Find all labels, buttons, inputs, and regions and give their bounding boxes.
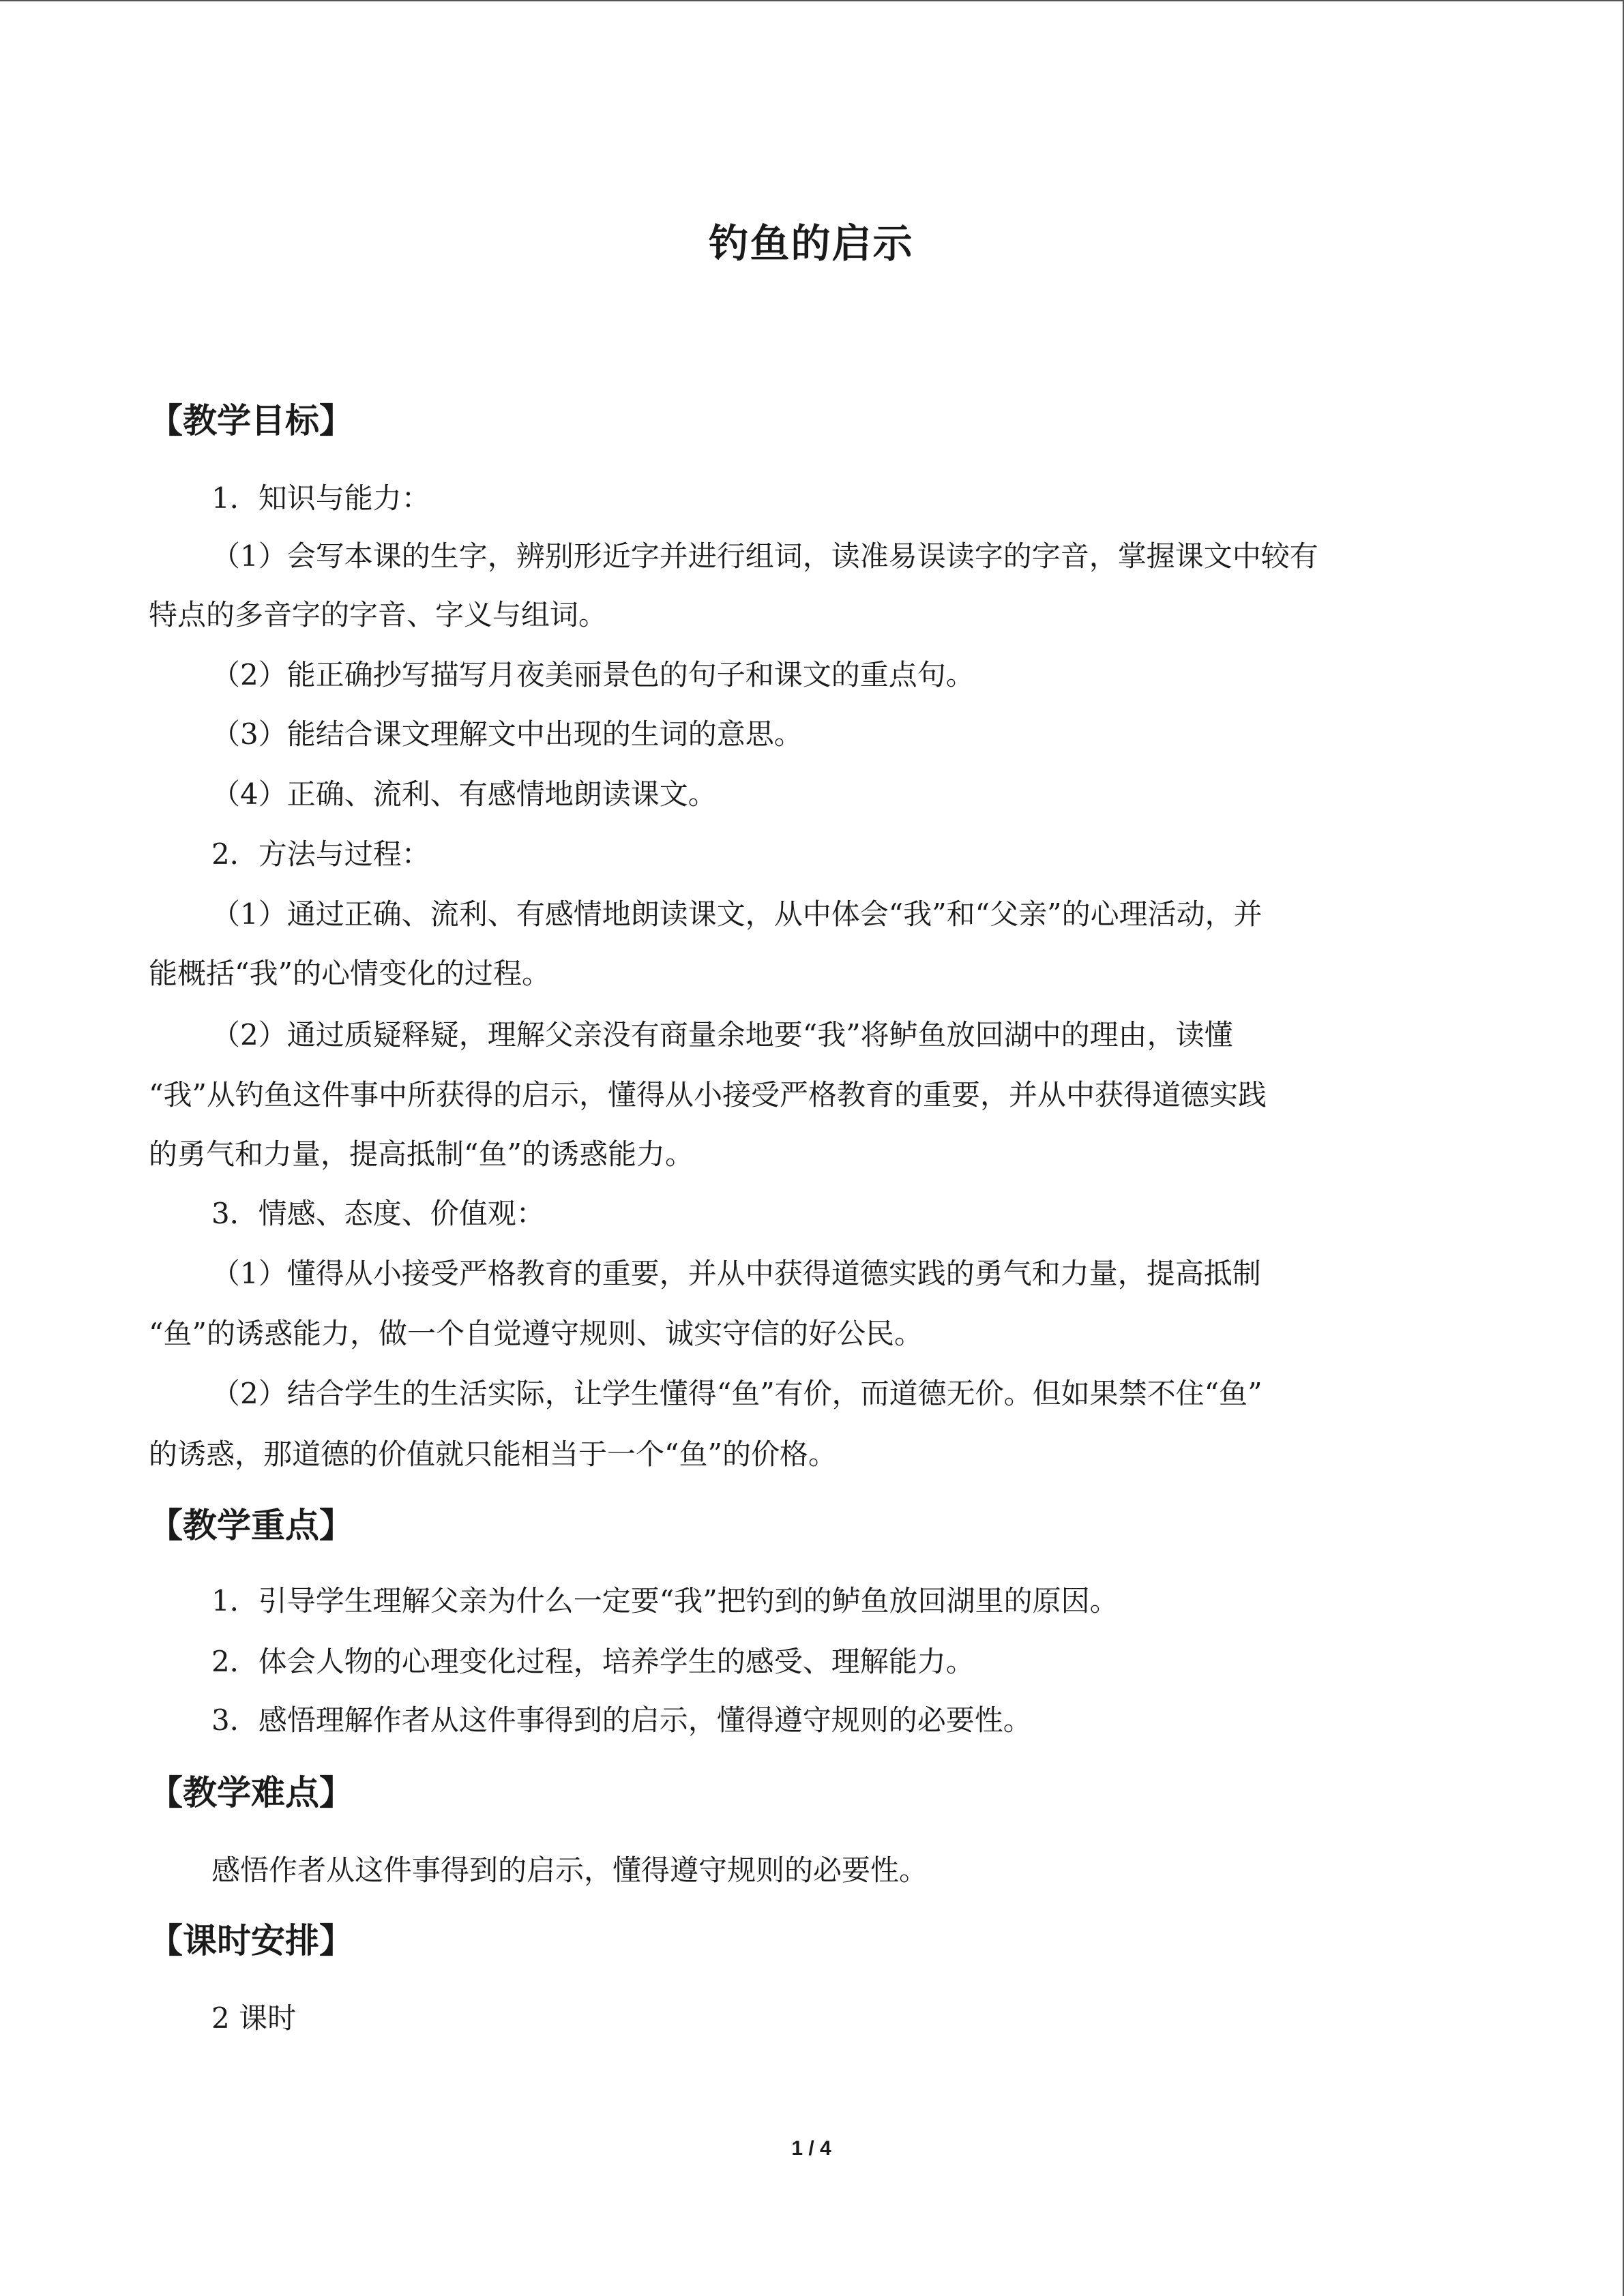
objectives-line: （2）能正确抄写描写月夜美丽景色的句子和课文的重点句。	[211, 658, 975, 691]
objectives-line: （2）通过质疑释疑，理解父亲没有商量余地要“我”将鲈鱼放回湖中的理由，读懂	[211, 1018, 1233, 1052]
objectives-line: 1．知识与能力：	[211, 481, 430, 515]
objectives-line: “鱼”的诱惑能力，做一个自觉遵守规则、诚实守信的好公民。	[149, 1317, 923, 1350]
objectives-line: 3．情感、态度、价值观：	[211, 1197, 545, 1230]
key-points-line: 2．体会人物的心理变化过程，培养学生的感受、理解能力。	[211, 1645, 975, 1678]
schedule-line: 2 课时	[211, 2001, 297, 2035]
objectives-line: 能概括“我”的心情变化的过程。	[149, 957, 550, 990]
document-title: 钓鱼的启示	[709, 220, 914, 267]
section-heading-difficulties: 【教学难点】	[149, 1773, 353, 1813]
objectives-line: （3）能结合课文理解文中出现的生词的意思。	[211, 717, 803, 751]
objectives-line: “我”从钓鱼这件事中所获得的启示，懂得从小接受严格教育的重要，并从中获得道德实践	[149, 1078, 1267, 1112]
objectives-line: 的诱惑，那道德的价值就只能相当于一个“鱼”的价格。	[149, 1437, 837, 1471]
objectives-line: 特点的多音字的字音、字义与组词。	[149, 598, 608, 631]
key-points-line: 3．感悟理解作者从这件事得到的启示，懂得遵守规则的必要性。	[211, 1703, 1032, 1737]
section-heading-schedule: 【课时安排】	[149, 1921, 353, 1960]
objectives-line: （2）结合学生的生活实际，让学生懂得“鱼”有价，而道德无价。但如果禁不住“鱼”	[211, 1377, 1263, 1410]
objectives-line: （1）通过正确、流利、有感情地朗读课文，从中体会“我”和“父亲”的心理活动，并	[211, 897, 1263, 931]
key-points-line: 1．引导学生理解父亲为什么一定要“我”把钓到的鲈鱼放回湖里的原因。	[211, 1584, 1119, 1617]
page-number: 1 / 4	[791, 2137, 831, 2160]
objectives-line: （1）懂得从小接受严格教育的重要，并从中获得道德实践的勇气和力量，提高抵制	[211, 1257, 1261, 1290]
section-heading-key-points: 【教学重点】	[149, 1506, 353, 1545]
objectives-line: 的勇气和力量，提高抵制“鱼”的诱惑能力。	[149, 1137, 694, 1171]
objectives-line: （1）会写本课的生字，辨别形近字并进行组词，读准易误读字的字音，掌握课文中较有	[211, 539, 1318, 573]
objectives-line: 2．方法与过程：	[211, 837, 430, 871]
section-heading-objectives: 【教学目标】	[149, 401, 353, 441]
objectives-line: （4）正确、流利、有感情地朗读课文。	[211, 777, 717, 811]
difficulties-line: 感悟作者从这件事得到的启示，懂得遵守规则的必要性。	[211, 1853, 928, 1887]
